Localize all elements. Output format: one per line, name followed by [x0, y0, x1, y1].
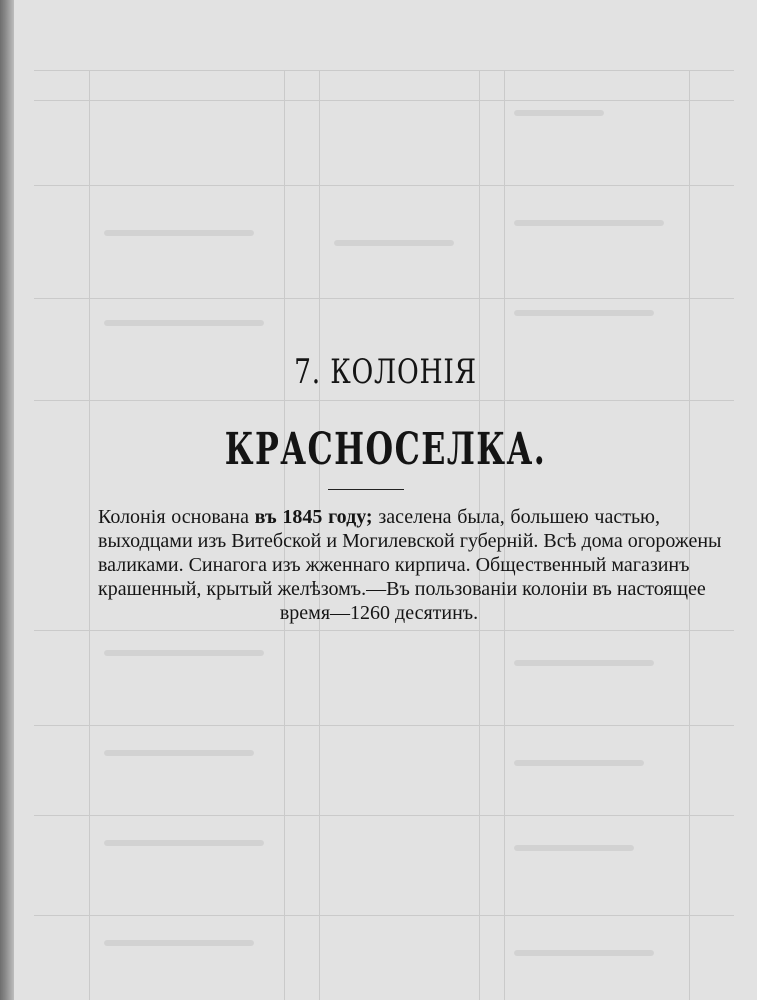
- title-divider: [328, 489, 404, 490]
- paragraph-line-3: валиками. Синагога изъ жженнаго кирпича. Общественный магазинъ: [98, 554, 690, 576]
- paragraph-line-4: крашенный, крытый желѣзомъ.—Въ пользованіи колоніи въ настоящее: [98, 578, 706, 600]
- paragraph-line-5: время—1260 десятинъ.: [279, 602, 479, 624]
- colony-name-heading: КРАСНОСЕЛКА.: [224, 424, 547, 475]
- colony-description-paragraph: [98, 505, 722, 625]
- paragraph-line-1: [98, 505, 660, 529]
- founding-year-bold: въ 1845 году;: [254, 506, 373, 528]
- paragraph-line-1-start: Колонія основана: [98, 506, 255, 528]
- paragraph-line-2: выходцами изъ Витебской и Могилевской губерній. Всѣ дома огорожены: [98, 530, 722, 552]
- book-spine-shadow: [0, 0, 14, 1000]
- colony-number-heading: 7. КОЛОНІЯ: [294, 352, 477, 392]
- paragraph-line-1-end: заселена была, большею частью,: [372, 506, 660, 528]
- document-page: [14, 0, 757, 1000]
